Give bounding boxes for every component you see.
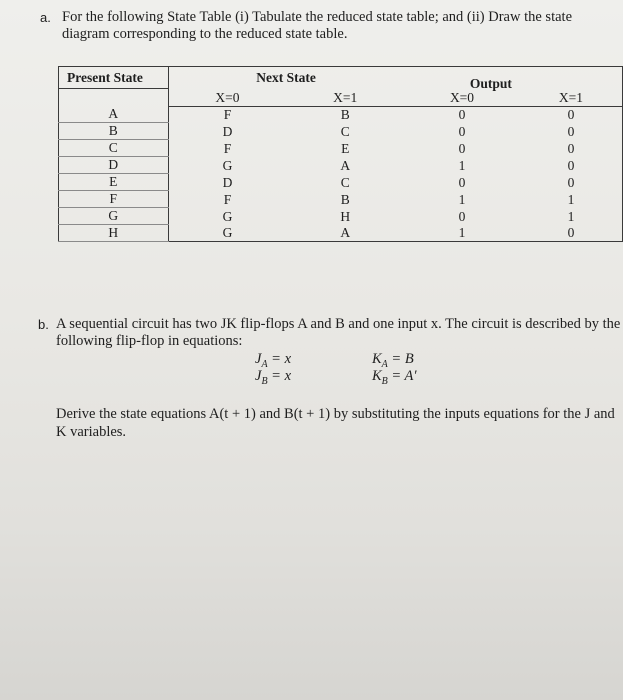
question-a	[40, 9, 620, 43]
next-x1-header: X=1	[286, 89, 404, 107]
next-x1-cell: B	[340, 106, 350, 122]
output-x0-cell: 1	[404, 225, 520, 242]
present-state-cell: C	[59, 140, 169, 157]
present-state-cell: E	[59, 174, 169, 191]
next-x0-cell: G	[168, 225, 286, 242]
output-x0-cell: 0	[458, 174, 466, 190]
question-b-label: b.	[38, 317, 49, 332]
table-row	[59, 174, 623, 191]
question-b-text: A sequential circuit has two JK flip-flops A and B and one input x. The circuit is described by the following flip-flop in equations:	[56, 316, 621, 349]
next-x1-cell: H	[340, 208, 351, 224]
next-state-header: Next State	[286, 67, 404, 89]
output-x1-cell: 0	[520, 174, 623, 191]
present-state-cell: F	[59, 191, 169, 208]
equation-ja: $J_A = x$	[255, 351, 292, 370]
question-b	[38, 316, 623, 350]
next-x1-cell: E	[341, 140, 350, 156]
output-x1-cell: 0	[520, 157, 623, 174]
next-x0-cell: D	[222, 123, 233, 139]
output-x0-cell: 0	[458, 140, 466, 156]
output-x0-header: X=0	[404, 89, 520, 107]
output-x1-cell: 1	[520, 208, 623, 225]
table-row	[59, 140, 623, 157]
output-x1-header: X=1	[520, 89, 623, 107]
present-state-cell: B	[59, 123, 169, 140]
state-table-body	[59, 106, 623, 242]
next-x1-cell: C	[340, 123, 350, 139]
state-table	[58, 66, 623, 242]
next-x1-cell: A	[286, 225, 404, 242]
next-x1-cell: A	[340, 157, 351, 173]
output-x1-cell: 0	[520, 225, 623, 242]
next-x0-cell: F	[223, 106, 232, 122]
table-row	[59, 106, 623, 123]
state-table-header	[59, 67, 623, 89]
output-x0-cell: 1	[458, 191, 466, 207]
derive-instruction: Derive the state equations A(t + 1) and B(t + 1) by substituting the inputs equations for the J and K variables.	[56, 406, 615, 440]
next-x1-cell: B	[340, 191, 350, 207]
next-x0-header: X=0	[168, 89, 286, 107]
table-row	[59, 208, 623, 225]
present-state-cell: G	[59, 208, 169, 225]
present-state-cell: A	[59, 106, 169, 123]
table-row	[59, 191, 623, 208]
next-x0-cell: G	[222, 208, 233, 224]
equation-kb: $K_B = A'$	[372, 368, 417, 387]
output-x0-cell: 0	[458, 106, 466, 122]
output-x1-cell: 0	[520, 140, 623, 157]
output-x1-cell: 0	[520, 123, 623, 140]
output-x0-cell: 1	[458, 157, 466, 173]
next-x0-cell: G	[222, 157, 233, 173]
table-row	[59, 225, 623, 242]
present-state-header: Present State	[59, 67, 169, 89]
table-row	[59, 157, 623, 174]
question-a-label: a.	[40, 10, 51, 25]
next-x1-cell: C	[340, 174, 350, 190]
table-row	[59, 123, 623, 140]
present-state-cell: H	[59, 225, 169, 242]
equation-ka: $K_A = B$	[372, 351, 414, 370]
state-table-subheader	[59, 89, 623, 107]
next-x0-cell: F	[223, 191, 232, 207]
output-x0-cell: 0	[458, 123, 466, 139]
output-x0-cell: 0	[458, 208, 466, 224]
output-x1-cell: 1	[520, 191, 623, 208]
next-x0-cell: D	[222, 174, 233, 190]
output-header: Output	[520, 67, 623, 89]
equation-jb: $J_B = x$	[255, 368, 292, 387]
next-x0-cell: F	[223, 140, 232, 156]
output-x1-cell: 0	[520, 106, 623, 123]
present-state-cell: D	[59, 157, 169, 174]
question-a-text: For the following State Table (i) Tabulate the reduced state table; and (ii) Draw the state diagram corresponding to the reduced state table.	[62, 9, 572, 42]
